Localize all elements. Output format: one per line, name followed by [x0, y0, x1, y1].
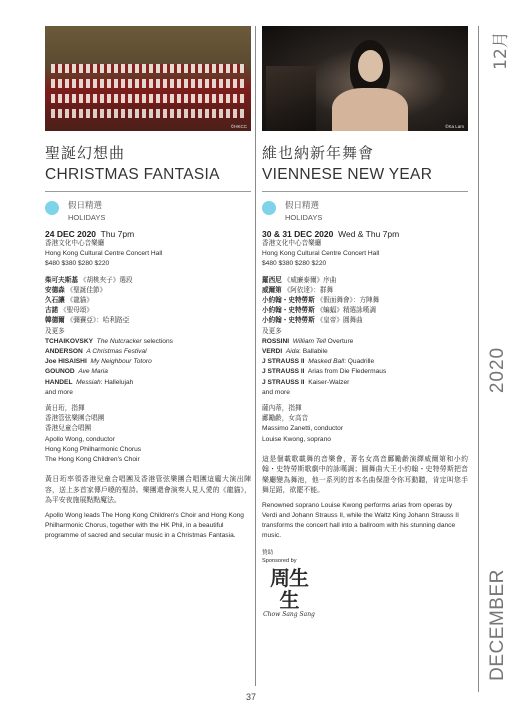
performer: 香港管弦樂團合唱團	[45, 415, 105, 423]
side-month-zh	[484, 26, 512, 74]
side-year-text: 2020	[487, 346, 508, 394]
side-month-zh-text: 12月	[490, 30, 511, 70]
event-title-en: VIENNESE NEW YEAR	[262, 166, 433, 183]
more-zh: 及更多	[262, 327, 282, 335]
work: William Tell	[292, 337, 326, 345]
sponsor-label-zh: 贊助	[262, 549, 274, 556]
category-dot-icon	[45, 201, 59, 215]
composer: VERDI	[262, 348, 283, 356]
work-suffix: : Quadrille	[344, 358, 375, 366]
programme-item	[262, 357, 468, 367]
event-viennese-new-year	[262, 26, 468, 618]
work-suffix: Kaiser-Walzer	[308, 378, 350, 386]
choir-row	[51, 94, 245, 103]
photo-credit: ©Ka Lam	[445, 124, 464, 129]
programme-item	[45, 286, 251, 296]
work-suffix: : Hallelujah	[100, 378, 134, 386]
composer: 羅西尼	[262, 276, 282, 284]
composer: J STRAUSS II	[262, 378, 305, 386]
description-en: Renowned soprano Louise Kwong performs arias from operas by Verdi and Johann Strauss II, while the Waltz King Johann Strauss II transforms the concert hall into a ballroom with his stunning dance music.	[262, 502, 459, 539]
programme-item	[262, 296, 468, 306]
category-zh: 假日精選	[68, 200, 103, 210]
programme-item	[262, 286, 468, 296]
category	[45, 199, 251, 222]
sidebar-divider	[478, 26, 479, 692]
programme-item	[45, 357, 251, 367]
singer-face	[358, 50, 383, 82]
ticket-prices: $480 $380 $280 $220	[262, 260, 327, 268]
description-zh: 這是個載歌載舞的音樂會，著名女高音鄺勵齡演繹威爾第和小約翰・史特勞斯歌劇中的詠嘆調；圓舞曲大王小約翰・史特勞斯把音樂廳變為舞池，他一系列的首本名曲保證令你耳動聽，肯定叫您手舞足蹈，欲罷不能。	[262, 455, 468, 495]
choir-photo	[45, 26, 251, 131]
performer: Louise Kwong, soprano	[262, 435, 331, 443]
date-value: 24 DEC 2020	[45, 229, 97, 239]
composer: 韓德爾	[45, 317, 65, 325]
programme-item	[45, 378, 251, 388]
event-date	[45, 229, 251, 239]
work: Aida	[285, 348, 300, 356]
venue-en: Hong Kong Cultural Centre Concert Hall	[262, 250, 380, 258]
composer: HANDEL	[45, 378, 73, 386]
soprano-photo	[262, 26, 468, 131]
work: Ave Maria	[78, 368, 108, 376]
programme-item	[45, 337, 251, 347]
event-title-zh: 聖誕幻想曲	[45, 144, 126, 162]
composer: ANDERSON	[45, 348, 83, 356]
more-zh: 及更多	[45, 327, 65, 335]
programme-zh	[262, 276, 468, 337]
work: 《皇帝》圓舞曲	[316, 317, 363, 325]
choir-row	[51, 79, 245, 88]
programme-item	[45, 347, 251, 357]
performer: 薩內蒂，指揮	[262, 405, 302, 413]
work: A Christmas Festival	[86, 348, 147, 356]
composer: ROSSINI	[262, 337, 290, 345]
venue-zh: 香港文化中心音樂廳	[262, 240, 322, 247]
work-suffix: Arias from Die Fledermaus	[307, 368, 387, 376]
performers	[45, 404, 251, 465]
work: Messiah	[76, 378, 101, 386]
divider	[45, 191, 251, 192]
work: 《胡桃夾子》選段	[79, 276, 133, 284]
sponsor-label	[262, 549, 468, 565]
category-zh: 假日精選	[285, 200, 320, 210]
ticket-prices: $480 $380 $280 $220	[45, 260, 110, 268]
composer: J STRAUSS II	[262, 368, 305, 376]
work: My Neighbour Totoro	[90, 358, 152, 366]
composer: 古諾	[45, 307, 59, 315]
composer: J STRAUSS II	[262, 358, 305, 366]
work-suffix: : Ballabile	[299, 348, 328, 356]
work-suffix: selections	[141, 337, 173, 345]
composer: Joe HISAISHI	[45, 358, 87, 366]
description-en: Apollo Wong leads The Hong Kong Children's Choir and Hong Kong Philharmonic Chorus, together with the HK Phil, in a beautiful programme of sacred and secular music in a Christmas Fantasia.	[45, 512, 244, 540]
programme-item	[45, 276, 251, 286]
programme-item	[262, 276, 468, 286]
composer: 小約翰・史特勞斯	[262, 307, 315, 315]
composer: 久石讓	[45, 297, 65, 305]
side-year	[484, 320, 512, 420]
performers	[262, 404, 468, 445]
event-christmas-fantasia	[45, 26, 251, 541]
programme-en	[45, 337, 251, 398]
chow-sang-sang-logo	[262, 567, 316, 618]
work: 《龍貓》	[66, 297, 93, 305]
programme-item	[262, 337, 468, 347]
sponsor-label-en: Sponsored by	[262, 557, 297, 564]
divider	[262, 191, 468, 192]
composer: 威爾第	[262, 286, 282, 294]
time-value: Thu 7pm	[100, 229, 135, 239]
work: 《假面舞會》：方陣舞	[316, 297, 380, 305]
category	[262, 199, 468, 222]
performer: Apollo Wong, conductor	[45, 435, 115, 443]
work: 《威廉泰爾》序曲	[283, 276, 337, 284]
page-number: 37	[246, 692, 257, 702]
choir-row	[51, 64, 245, 73]
performer: The Hong Kong Children's Choir	[45, 456, 140, 464]
event-date	[262, 229, 468, 239]
work: 《聖母頌》	[60, 307, 93, 315]
column-divider	[255, 26, 256, 686]
programme-item	[262, 316, 468, 326]
programme-item	[262, 306, 468, 316]
date-value: 30 & 31 DEC 2020	[262, 229, 334, 239]
work: 《聖誕佳節》	[66, 286, 107, 294]
composer: 柴可夫斯基	[45, 276, 78, 284]
programme-item	[45, 316, 251, 326]
side-month-en	[484, 560, 512, 690]
performer: Hong Kong Philharmonic Chorus	[45, 445, 142, 453]
performer: Massimo Zanetti, conductor	[262, 425, 343, 433]
performer: 黃日珩，指揮	[45, 405, 85, 413]
photo-credit: ©HKCC	[230, 124, 247, 129]
performer: 香港兒童合唱團	[45, 425, 92, 433]
work: 《彌賽亞》：哈利路亞	[66, 317, 130, 325]
composer: 小約翰・史特勞斯	[262, 297, 315, 305]
work: 《阿依達》：群舞	[283, 286, 334, 294]
more-en: and more	[45, 388, 73, 396]
choir-row	[51, 109, 245, 118]
orchestra-background	[266, 66, 316, 131]
composer: GOUNOD	[45, 368, 75, 376]
side-month-en-text: DECEMBER	[487, 569, 508, 681]
singer-shoulders	[332, 88, 408, 131]
composer: 安德森	[45, 286, 65, 294]
more-en: and more	[262, 388, 290, 396]
composer: TCHAIKOVSKY	[45, 337, 93, 345]
logo-text-en: Chow Sang Sang	[263, 610, 315, 618]
programme-item	[45, 306, 251, 316]
programme-item	[45, 296, 251, 306]
programme-zh	[45, 276, 251, 337]
programme-item	[262, 378, 468, 388]
venue-en: Hong Kong Cultural Centre Concert Hall	[45, 250, 163, 258]
category-en: HOLIDAYS	[285, 213, 323, 222]
programme-item	[45, 367, 251, 377]
work-suffix: Overture	[325, 337, 354, 345]
category-en: HOLIDAYS	[68, 213, 106, 222]
work: 《蝙蝠》精選詠嘆調	[316, 307, 376, 315]
programme-en	[262, 337, 468, 398]
programme-item	[262, 367, 468, 377]
work: The Nutcracker	[96, 337, 142, 345]
description-zh: 黃日珩率領香港兒童合唱團及香港管弦樂團合唱團這龐大演出陣容，送上多首家傳戶曉的聖詩。樂團還會演奏人見人愛的《龍貓》，為平安夜施展點點魔法。	[45, 476, 251, 505]
event-title-zh: 維也納新年舞會	[262, 144, 375, 162]
time-value: Wed & Thu 7pm	[338, 229, 400, 239]
event-title-en: CHRISTMAS FANTASIA	[45, 166, 220, 183]
performer: 鄺勵齡，女高音	[262, 415, 309, 423]
venue-zh: 香港文化中心音樂廳	[45, 240, 105, 247]
logo-text-zh: 周生生	[270, 565, 308, 612]
programme-item	[262, 347, 468, 357]
work: Masked Ball	[308, 358, 345, 366]
composer: 小約翰・史特勞斯	[262, 317, 315, 325]
category-dot-icon	[262, 201, 276, 215]
